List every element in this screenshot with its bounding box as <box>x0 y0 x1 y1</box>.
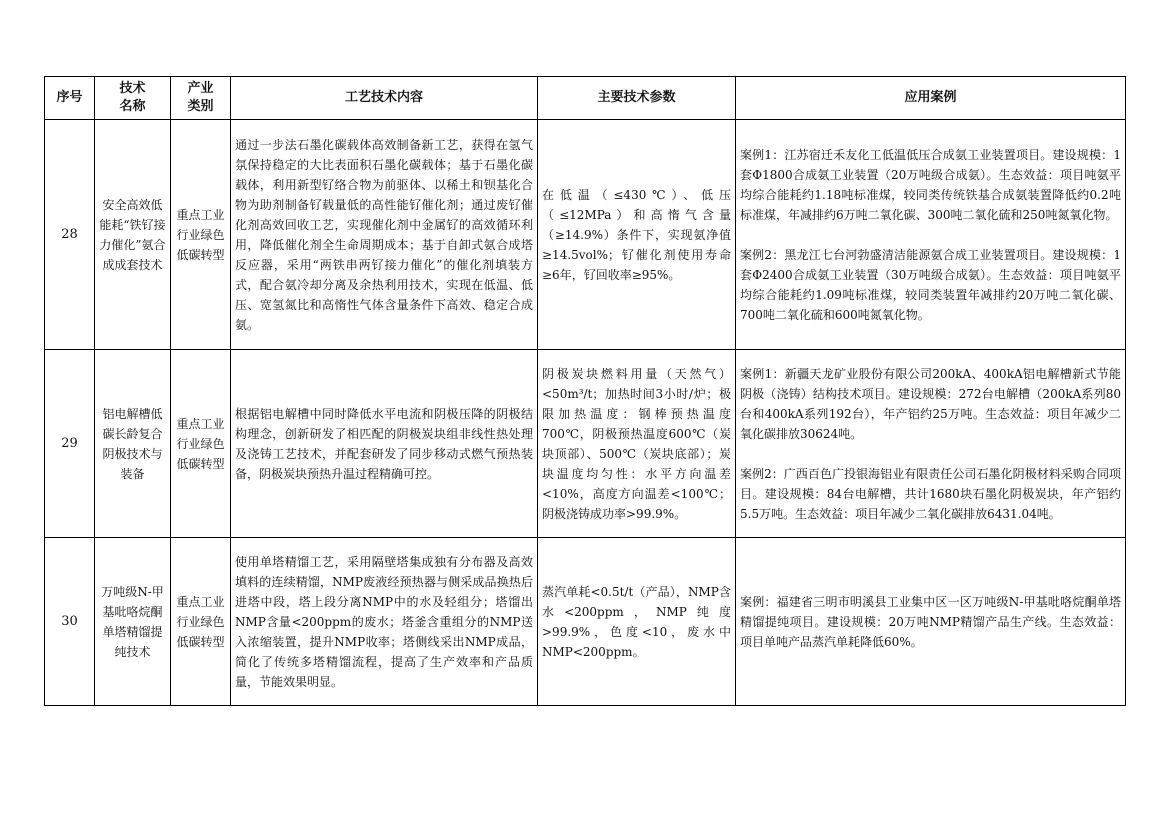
case-item: 案例1：新疆天龙矿业股份有限公司200kA、400kA铝电解槽新式节能阴极（浇铸）结构技术项目。建设规模：272台电解槽（200kA系列80台和400kA系列192台），年产铝约25万吨。生态效益：项目年减少二氧化碳排放30624吨。 <box>740 366 1121 441</box>
industry-category: 重点工业行业绿色低碳转型 <box>171 538 231 706</box>
table-row <box>45 120 1126 350</box>
tech-params: 蒸汽单耗<0.5t/t（产品），NMP含水<200ppm，NMP纯度>99.9%，色度<10，废水中NMP<200ppm。 <box>538 538 736 706</box>
application-cases <box>736 120 1126 350</box>
case-item: 案例2：黑龙江七台河勃盛清洁能源氨合成工业装置项目。建设规模：1套Φ2400合成氨工业装置（30万吨级合成氨）。生态效益：项目吨氨平均综合能耗约1.09吨标准煤，较同类装置年减排约20万吨二氧化碳、700吨二氧化硫和600吨氮氧化物。 <box>740 247 1121 322</box>
process-content: 使用单塔精馏工艺，采用隔壁塔集成独有分布器及高效填料的连续精馏，NMP废液经预热器与侧采成品换热后进塔中段，塔上段分离NMP中的水及轻组分；塔馏出NMP含量<200ppm的废水；塔釜含重组分的NMP送入浓缩装置，提升NMP收率；塔侧线采出NMP成品，简化了传统多塔精馏流程，提高了生产效率和产品质量，节能效果明显。 <box>231 538 538 706</box>
header-params: 主要技术参数 <box>538 77 736 120</box>
row-num: 29 <box>45 350 95 538</box>
table-header-row <box>45 77 1126 120</box>
header-name: 技术 名称 <box>95 77 171 120</box>
technology-table <box>44 76 1126 706</box>
process-content: 通过一步法石墨化碳载体高效制备新工艺，获得在氢气氛保持稳定的大比表面积石墨化碳载体；基于石墨化碳载体，利用新型钌络合物为前驱体、以稀土和钡基化合物为助剂制备钌载量低的高性能钌催化剂；通过废钌催化剂高效回收工艺，实现催化剂中金属钌的高效循环利用，降低催化剂全生命周期成本；基于自卸式氨合成塔反应器，采用“两铁串两钌接力催化”的催化剂填装方式，配合氨冷却分离及余热利用技术，实现在低温、低压、宽氢氮比和高惰性气体含量条件下高效、稳定合成氨。 <box>231 120 538 350</box>
tech-name: 铝电解槽低碳长龄复合阴极技术与装备 <box>95 350 171 538</box>
industry-category: 重点工业行业绿色低碳转型 <box>171 120 231 350</box>
row-num: 30 <box>45 538 95 706</box>
header-category: 产业 类别 <box>171 77 231 120</box>
process-content: 根据铝电解槽中同时降低水平电流和阴极压降的阴极结构理念，创新研发了相匹配的阴极炭块组非线性热处理及浇铸工艺技术，并配套研发了同步移动式燃气预热装备，阴极炭块预热升温过程精确可控。 <box>231 350 538 538</box>
row-num: 28 <box>45 120 95 350</box>
case-item: 案例1：江苏宿迁禾友化工低温低压合成氨工业装置项目。建设规模：1套Φ1800合成氨工业装置（20万吨级合成氨）。生态效益：项目吨氨平均综合能耗约1.18吨标准煤，较同类传统铁基合成氨装置降低约0.2吨标准煤，年减排约6万吨二氧化碳、300吨二氧化硫和250吨氮氧化物。 <box>740 147 1121 222</box>
tech-params: 在低温（≤430℃）、低压（≤12MPa）和高惰气含量（≥14.9%）条件下，实现氨净值≥14.5vol%；钌催化剂使用寿命≥6年，钌回收率≥95%。 <box>538 120 736 350</box>
industry-category: 重点工业行业绿色低碳转型 <box>171 350 231 538</box>
application-cases <box>736 350 1126 538</box>
case-item: 案例2：广西百色广投银海铝业有限责任公司石墨化阴极材料采购合同项目。建设规模：84台电解槽，共计1680块石墨化阴极炭块，年产铝约5.5万吨。生态效益：项目年减少二氧化碳排放6431.04吨。 <box>740 466 1121 521</box>
tech-name: 安全高效低能耗“铁钌接力催化”氨合成成套技术 <box>95 120 171 350</box>
header-process: 工艺技术内容 <box>231 77 538 120</box>
application-cases <box>736 538 1126 706</box>
header-cases: 应用案例 <box>736 77 1126 120</box>
case-item: 案例：福建省三明市明溪县工业集中区一区万吨级N-甲基吡咯烷酮单塔精馏提纯项目。建设规模：20万吨NMP精馏产品生产线。生态效益：项目单吨产品蒸汽单耗降低60%。 <box>740 594 1121 649</box>
tech-params: 阴极炭块燃料用量（天然气）<50m³/t；加热时间3小时/炉；极限加热温度：钢棒预热温度700℃，阴极预热温度600℃（炭块顶部）、500℃（炭块底部）；炭块温度均匀性：水平方向温差<10%，高度方向温差<100℃；阴极浇铸成功率>99.9%。 <box>538 350 736 538</box>
tech-name: 万吨级N-甲基吡咯烷酮单塔精馏提纯技术 <box>95 538 171 706</box>
header-num: 序号 <box>45 77 95 120</box>
table-row <box>45 350 1126 538</box>
table-row <box>45 538 1126 706</box>
